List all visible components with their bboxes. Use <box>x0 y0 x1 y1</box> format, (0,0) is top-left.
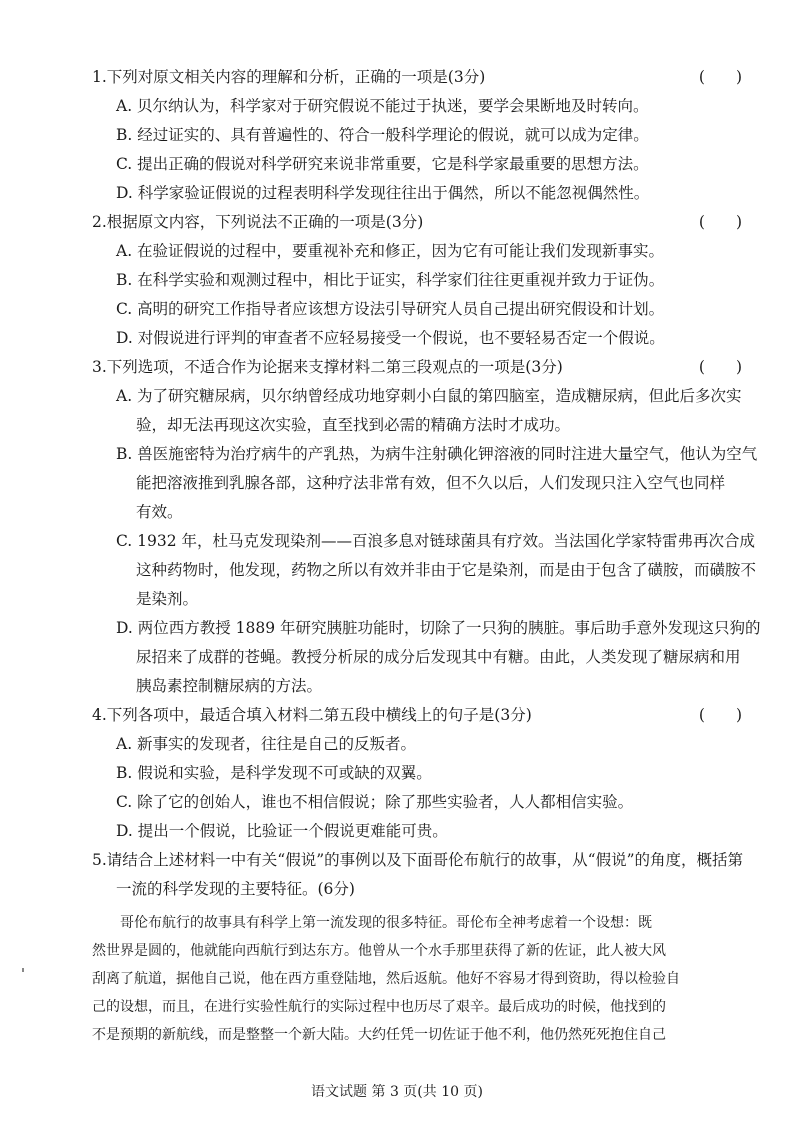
option-2d: D. 对假说进行评判的审查者不应轻易接受一个假说，也不要轻易否定一个假说。 <box>116 329 665 347</box>
option-1c: C. 提出正确的假说对科学研究来说非常重要，它是科学家最重要的思想方法。 <box>116 155 649 173</box>
option-3b: B. 兽医施密特为治疗病牛的产乳热，为病牛注射碘化钾溶液的同时注进大量空气，他认为空气 <box>116 445 758 463</box>
passage-line: 哥伦布航行的故事具有科学上第一流发现的很多特征。哥伦布全神考虑着一个设想：既 <box>92 915 652 931</box>
option-4d: D. 提出一个假说，比验证一个假说更难能可贵。 <box>116 822 448 840</box>
question-1-stem: 1.下列对原文相关内容的理解和分析，正确的一项是(3分) ( ) <box>92 68 742 86</box>
option-2b: B. 在科学实验和观测过程中，相比于证实，科学家们往往更重视并致力于证伪。 <box>116 271 665 289</box>
option-3b-cont: 能把溶液推到乳腺各部，这种疗法非常有效，但不久以后，人们发现只注入空气也同样 <box>136 474 726 492</box>
option-4b: B. 假说和实验，是科学发现不可或缺的双翼。 <box>116 764 432 782</box>
page-footer: 语文试题 第 3 页(共 10 页) <box>311 1084 483 1100</box>
option-3a: A. 为了研究糖尿病，贝尔纳曾经成功地穿刺小白鼠的第四脑室，造成糖尿病，但此后多次实 <box>116 387 742 405</box>
option-2c: C. 高明的研究工作指导者应该想方设法引导研究人员自己提出研究假设和计划。 <box>116 300 665 318</box>
passage-line: 然世界是圆的，他就能向西航行到达东方。他曾从一个水手那里获得了新的佐证，此人被大风 <box>92 943 666 959</box>
option-3d-cont: 胰岛素控制糖尿病的方法。 <box>136 677 323 695</box>
option-3c-cont: 是染剂。 <box>136 590 199 608</box>
answer-bracket: ( ) <box>698 706 742 724</box>
option-2a: A. 在验证假说的过程中，要重视补充和修正，因为它有可能让我们发现新事实。 <box>116 242 665 260</box>
option-3a-cont: 验，却无法再现这次实验，直至找到必需的精确方法时才成功。 <box>136 416 571 434</box>
answer-bracket: ( ) <box>698 68 742 86</box>
option-3d-cont: 尿招来了成群的苍蝇。教授分析尿的成分后发现其中有糖。由此，人类发现了糖尿病和用 <box>136 648 741 666</box>
question-5-stem-cont: 一流的科学发现的主要特征。(6分) <box>116 880 355 898</box>
question-5-stem: 5.请结合上述材料一中有关“假说”的事例以及下面哥伦布航行的故事，从“假说”的角度，概括第 <box>92 851 743 869</box>
answer-bracket: ( ) <box>698 358 742 376</box>
question-3-stem: 3.下列选项，不适合作为论据来支撑材料二第三段观点的一项是(3分) ( ) <box>92 358 742 376</box>
passage-line: 己的设想，而且，在进行实验性航行的实际过程中也历尽了艰辛。最后成功的时候，他找到的 <box>92 999 666 1015</box>
passage-line: 刮离了航道，据他自己说，他在西方重登陆地，然后返航。他好不容易才得到资助，得以检验自 <box>92 971 680 987</box>
passage-line: 不是预期的新航线，而是整整一个新大陆。大约任凭一切佐证于他不利，他仍然死死抱住自己 <box>92 1027 666 1043</box>
option-4a: A. 新事实的发现者，往往是自己的反叛者。 <box>116 735 417 753</box>
option-1b: B. 经过证实的、具有普遍性的、符合一般科学理论的假说，就可以成为定律。 <box>116 126 649 144</box>
option-1d: D. 科学家验证假说的过程表明科学发现往往出于偶然，所以不能忽视偶然性。 <box>116 184 650 202</box>
option-3c: C. 1932 年，杜马克发现染剂——百浪多息对链球菌具有疗效。当法国化学家特雷弗再次合成 <box>116 532 756 550</box>
question-4-stem: 4.下列各项中，最适合填入材料二第五段中横线上的句子是(3分) ( ) <box>92 706 742 724</box>
option-1a: A. 贝尔纳认为，科学家对于研究假说不能过于执迷，要学会果断地及时转向。 <box>116 97 649 115</box>
option-3c-cont: 这种药物时，他发现，药物之所以有效并非由于它是染剂，而是由于包含了磺胺，而磺胺不 <box>136 561 757 579</box>
answer-bracket: ( ) <box>698 213 742 231</box>
question-2-stem: 2.根据原文内容，下列说法不正确的一项是(3分) ( ) <box>92 213 742 231</box>
option-3b-cont: 有效。 <box>136 503 183 521</box>
option-4c: C. 除了它的创始人，谁也不相信假说；除了那些实验者，人人都相信实验。 <box>116 793 634 811</box>
scan-speck <box>22 968 24 972</box>
option-3d: D. 两位西方教授 1889 年研究胰脏功能时，切除了一只狗的胰脏。事后助手意外发现这只狗的 <box>116 619 761 637</box>
